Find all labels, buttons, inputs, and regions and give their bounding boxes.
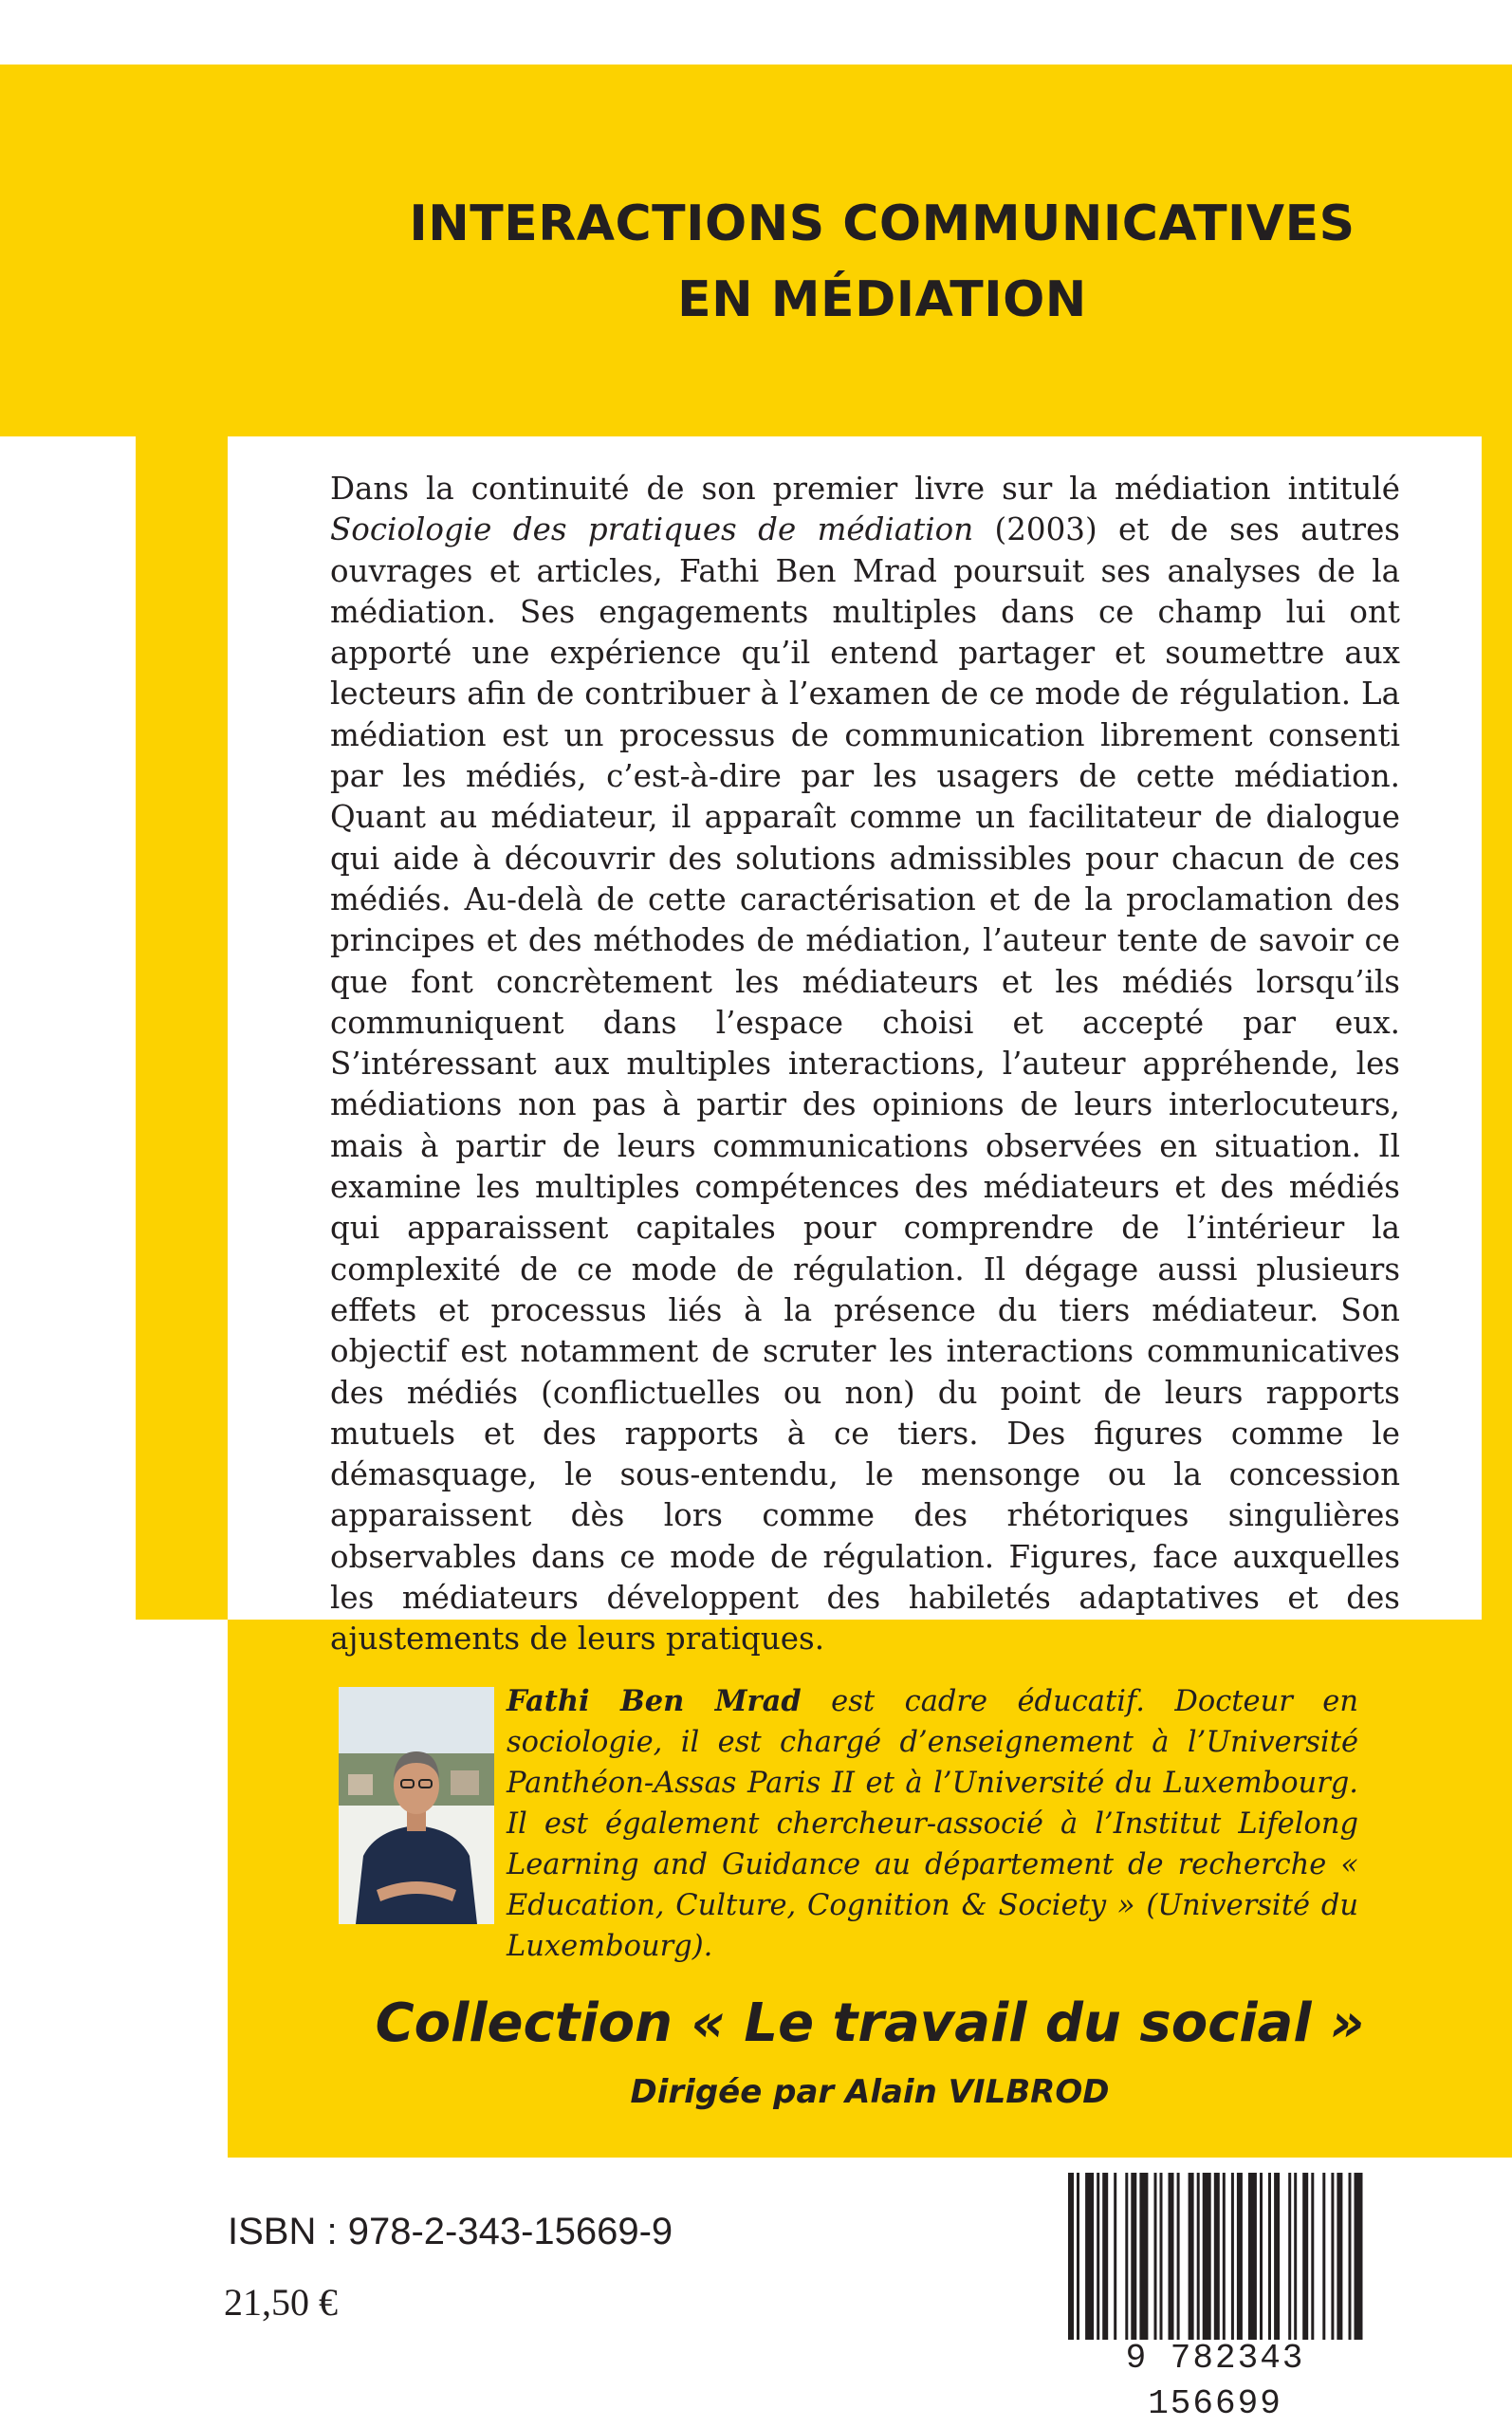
- book-summary: [330, 469, 1400, 1660]
- collection-director: Dirigée par Alain VILBROD: [630, 2073, 1110, 2111]
- book-price: 21,50 €: [224, 2281, 338, 2324]
- book-title: [285, 186, 1480, 338]
- barcode-digits: 9 782343 156699: [1125, 2339, 1305, 2423]
- right-yellow-bar: [1482, 436, 1512, 1620]
- author-bio-text: est cadre éducatif. Docteur en sociologie, il est chargé d’enseignement à l’Université Panthéon-Assas Paris II et à l’Université du Luxembourg. Il est également chercheur-associé à l’Institut Lifelong Learning and Guidance au département de recherche « Education, Culture, Cognition & Society » (Université du Luxembourg).: [507, 1685, 1358, 1963]
- author-biography: [507, 1681, 1358, 1967]
- summary-text-start: Dans la continuité de son premier livre sur la médiation intitulé: [330, 471, 1400, 507]
- author-name: Fathi Ben Mrad: [507, 1684, 802, 1718]
- referenced-book-title: Sociologie des pratiques de médiation: [330, 511, 974, 548]
- summary-text-rest: (2003) et de ses autres ouvrages et articles, Fathi Ben Mrad poursuit ses analyses de la médiation. Ses engagements multiples dans ce champ lui ont apporté une expérience qu’il entend partager et soumettre aux lecteurs afin de contribuer à l’examen de ce mode de régulation. La médiation est un processus de communication librement consenti par les médiés, c’est-à-dire par les usagers de cette médiation. Quant au médiateur, il apparaît comme un facilitateur de dialogue qui aide à découvrir des solutions admissibles pour chacun de ces médiés. Au-delà de cette caractérisation et de la proclamation des principes et des méthodes de médiation, l’auteur tente de savoir ce que font concrètement les médiateurs et les médiés lorsqu’ils communiquent dans l’espace choisi et accepté par eux. S’intéressant aux multiples interactions, l’auteur appréhende, les médiations non pas à partir des opinions de leurs interlocuteurs, mais à partir de leurs communications observées en situation. Il examine les multiples compétences des médiateurs et des médiés qui apparaissent capitales pour comprendre de l’intérieur la complexité de ce mode de régulation. Il dégage aussi plusieurs effets et processus liés à la présence du tiers médiateur. Son objectif est notamment de scruter les interactions communicatives des médiés (conflictuelles ou non) du point de leurs rapports mutuels et des rapports à ce tiers. Des figures comme le démasquage, le sous-entendu, le mensonge ou la concession apparaissent dès lors comme des rhétoriques singulières observables dans ce mode de régulation. Figures, face auxquelles les médiateurs développent des habiletés adaptatives et des ajustements de leurs pratiques.: [330, 511, 1400, 1658]
- book-title-line-1: INTERACTIONS COMMUNICATIVES: [409, 195, 1355, 252]
- left-yellow-bar: [136, 436, 228, 1620]
- collection-name: Collection « Le travail du social »: [375, 1992, 1365, 2054]
- author-portrait-icon: [339, 1687, 494, 1924]
- isbn-number: ISBN : 978-2-343-15669-9: [228, 2211, 673, 2252]
- barcode: [1047, 2159, 1383, 2423]
- book-title-line-2: EN MÉDIATION: [677, 271, 1087, 328]
- author-portrait-photo: [339, 1687, 494, 1924]
